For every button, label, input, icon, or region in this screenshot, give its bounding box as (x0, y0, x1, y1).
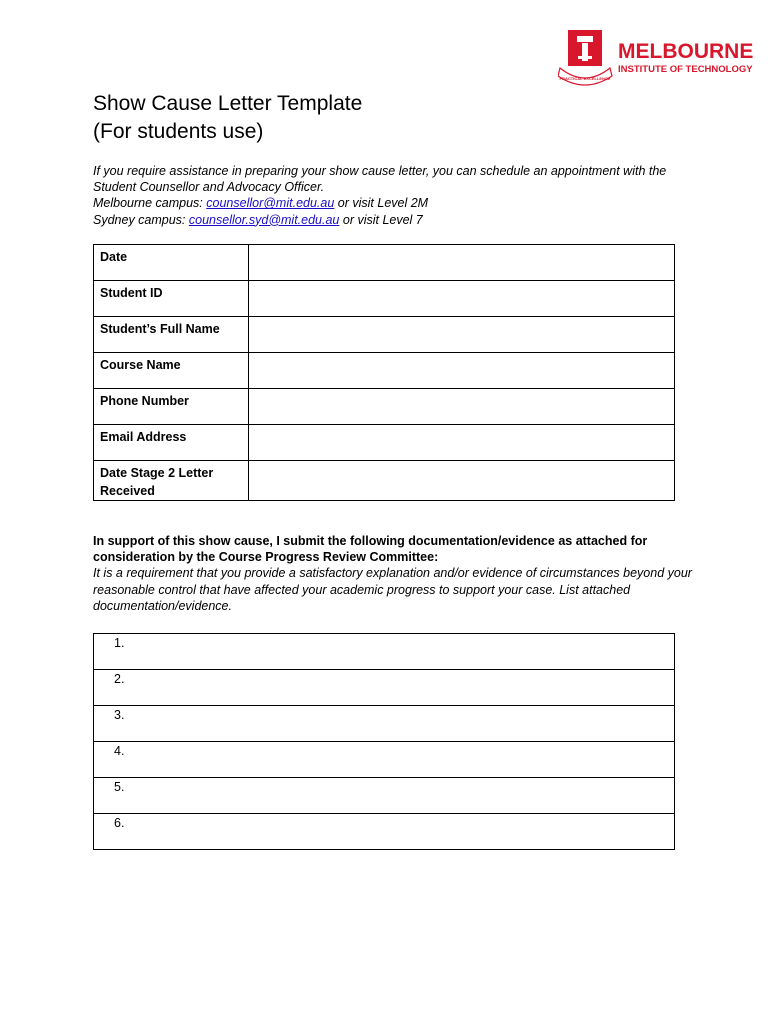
support-section (93, 533, 693, 614)
sydney-email-link[interactable]: counsellor.syd@mit.edu.au (188, 212, 340, 227)
course-name-field[interactable] (249, 353, 675, 389)
melbourne-label: Melbourne campus: (93, 196, 207, 211)
stage-2-date-label: Date Stage 2 Letter Received (94, 461, 249, 501)
title-line-2: (For students use) (93, 120, 264, 143)
evidence-item-1[interactable]: 1. (94, 634, 675, 670)
phone-number-field[interactable] (249, 389, 675, 425)
evidence-item-3[interactable]: 3. (94, 706, 675, 742)
student-details-table (93, 244, 675, 501)
evidence-item-6[interactable]: 6. (94, 814, 675, 850)
table-row (94, 353, 675, 389)
evidence-table (93, 633, 675, 850)
crest-icon (558, 28, 618, 90)
title-line-1: Show Cause Letter Template (93, 92, 363, 115)
full-name-field[interactable] (249, 317, 675, 353)
evidence-item-5[interactable]: 5. (94, 778, 675, 814)
student-id-field[interactable] (249, 281, 675, 317)
intro-paragraph: If you require assistance in preparing your show cause letter, you can schedule an appointment with the Student Counsellor and Advocacy Officer. (93, 164, 667, 195)
melbourne-email-link[interactable]: counsellor@mit.edu.au (206, 196, 335, 211)
melbourne-suffix: or visit Level 2M (334, 196, 429, 211)
table-row (94, 425, 675, 461)
table-row (94, 778, 675, 814)
sydney-suffix: or visit Level 7 (339, 212, 423, 227)
full-name-label: Student’s Full Name (94, 317, 249, 353)
date-label: Date (94, 245, 249, 281)
email-address-field[interactable] (249, 425, 675, 461)
sydney-contact (93, 212, 693, 228)
email-address-label: Email Address (94, 425, 249, 461)
table-row (94, 742, 675, 778)
table-row (94, 706, 675, 742)
course-name-label: Course Name (94, 353, 249, 389)
table-row (94, 281, 675, 317)
table-row (94, 670, 675, 706)
logo-subtitle: INSTITUTE OF TECHNOLOGY (618, 64, 753, 75)
sydney-label: Sydney campus: (93, 212, 189, 227)
evidence-item-2[interactable]: 2. (94, 670, 675, 706)
phone-number-label: Phone Number (94, 389, 249, 425)
support-heading: In support of this show cause, I submit the following documentation/evidence as attached for consideration by the Course Progress Review Committee: (93, 534, 648, 565)
table-row (94, 317, 675, 353)
stage-2-date-field[interactable] (249, 461, 675, 501)
student-id-label: Student ID (94, 281, 249, 317)
melbourne-contact (93, 195, 693, 211)
logo-name: MELBOURNE (618, 40, 754, 63)
table-row (94, 634, 675, 670)
logo-ribbon-text: PRACTICAL EXCELLENCE (559, 76, 611, 81)
table-row (94, 461, 675, 501)
support-note: It is a requirement that you provide a satisfactory explanation and/or evidence of circumstances beyond your reasonable control that have affected your academic progress to support your case. List attached documentation/evidence. (93, 566, 692, 613)
page-title (93, 90, 362, 146)
table-row (94, 814, 675, 850)
intro-text (93, 163, 693, 228)
date-field[interactable] (249, 245, 675, 281)
institution-logo (558, 28, 754, 90)
evidence-item-4[interactable]: 4. (94, 742, 675, 778)
table-row (94, 245, 675, 281)
table-row (94, 389, 675, 425)
